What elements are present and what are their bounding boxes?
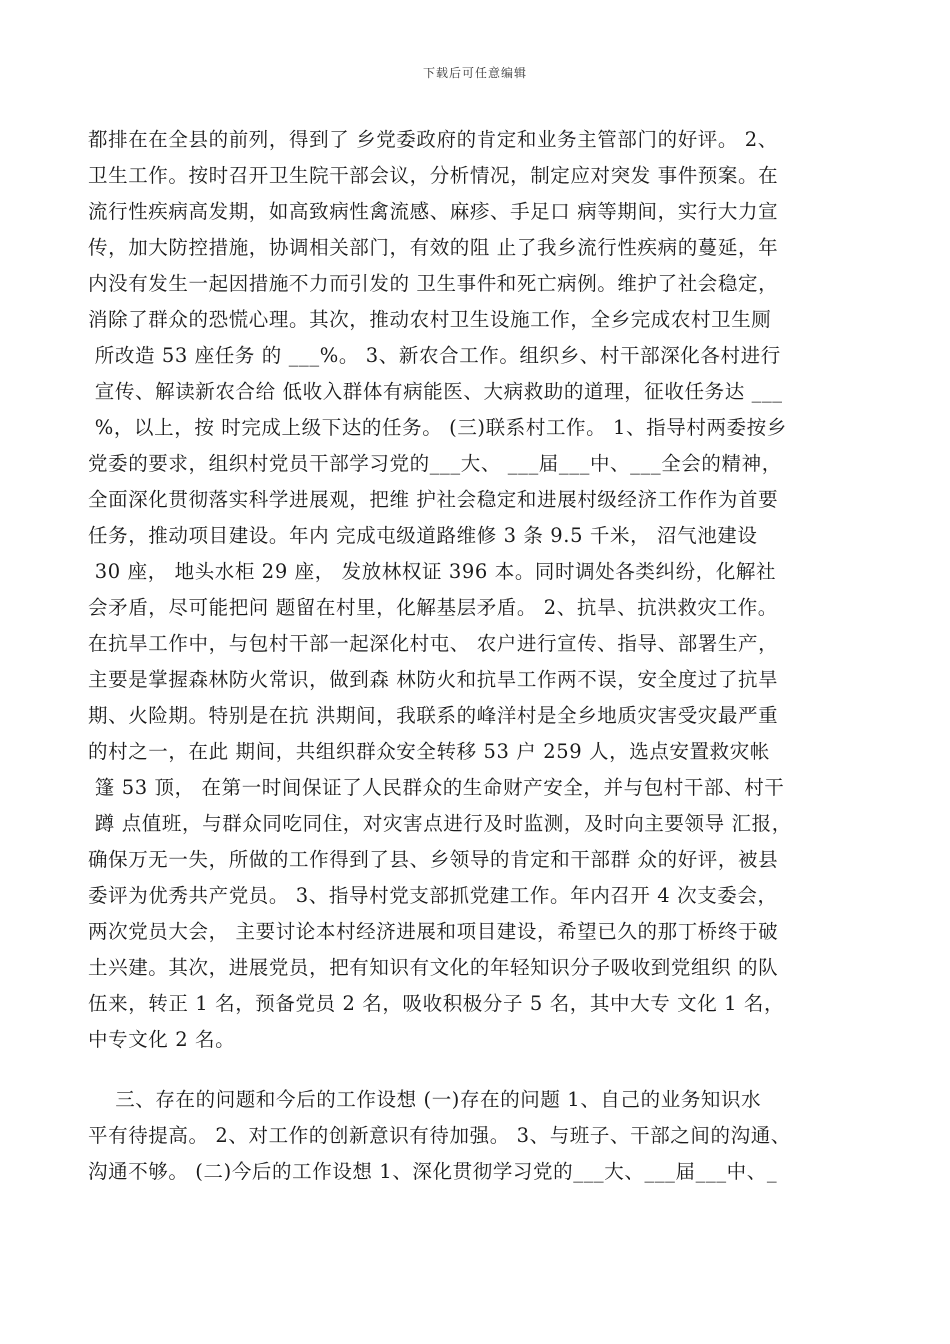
text-line: 确保万无一失，所做的工作得到了县、乡领导的肯定和干部群 众的好评，被县 — [88, 848, 779, 871]
text-line: 党委的要求，组织村党员干部学习党的___大、 ___届___中、___全会的精神， — [88, 452, 782, 475]
text-line: 中专文化 2 名。 — [88, 1028, 236, 1051]
text-line: 30 座， 地头水柜 29 座， 发放林权证 396 本。同时调处各类纠纷，化解社 — [88, 560, 777, 583]
text-line: 卫生工作。按时召开卫生院干部会议，分析情况，制定应对突发 事件预案。在 — [88, 164, 779, 187]
text-line: 土兴建。其次，进展党员，把有知识有文化的年轻知识分子吸收到党组织 的队 — [88, 956, 779, 979]
text-line: 会矛盾，尽可能把问 题留在村里，化解基层矛盾。 2、抗旱、抗洪救灾工作。 — [88, 596, 778, 619]
paragraph-spacer — [88, 1058, 864, 1082]
text-line: 的村之一，在此 期间，共组织群众安全转移 53 户 259 人，选点安置救灾帐 — [88, 740, 770, 763]
text-line: 两次党员大会， 主要讨论本村经济进展和项目建设，希望已久的那丁桥终于破 — [88, 920, 779, 943]
text-line: 期、火险期。特别是在抗 洪期间，我联系的峰洋村是全乡地质灾害受灾最严重 — [88, 704, 779, 727]
text-line: 伍来，转正 1 名，预备党员 2 名，吸收积极分子 5 名，其中大专 文化 1 名， — [88, 992, 785, 1015]
text-line: 篷 53 顶， 在第一时间保证了人民群众的生命财产安全，并与包村干部、村干 — [88, 776, 785, 799]
text-line: 流行性疾病高发期，如高致病性禽流感、麻疹、手足口 病等期间，实行大力宣 — [88, 200, 779, 223]
text-line: 蹲 点值班，与群众同吃同住，对灾害点进行及时监测，及时向主要领导 汇报， — [88, 812, 792, 835]
paragraph-2 — [88, 1082, 864, 1190]
text-line: 平有待提高。 2、对工作的创新意识有待加强。 3、与班子、干部之间的沟通、 — [88, 1124, 791, 1147]
text-line: 主要是掌握森林防火常识，做到森 林防火和抗旱工作两不误，安全度过了抗旱 — [88, 668, 779, 691]
text-line: 内没有发生一起因措施不力而引发的 卫生事件和死亡病例。维护了社会稳定， — [88, 272, 779, 295]
text-line: 在抗旱工作中，与包村干部一起深化村屯、 农户进行宣传、指导、部署生产， — [88, 632, 779, 655]
text-line: 宣传、解读新农合给 低收入群体有病能医、大病救助的道理，征收任务达 ___ — [88, 380, 783, 403]
paragraph-1 — [88, 122, 864, 1058]
body-text — [88, 122, 864, 1190]
text-line: 沟通不够。 (二)今后的工作设想 1、深化贯彻学习党的___大、___届___中、_ — [88, 1160, 778, 1183]
text-line: 都排在在全县的前列，得到了 乡党委政府的肯定和业务主管部门的好评。 2、 — [88, 128, 778, 151]
text-line: %，以上，按 时完成上级下达的任务。 (三)联系村工作。 1、指导村两委按乡 — [88, 416, 787, 439]
page-header: 下载后可任意编辑 — [422, 66, 527, 80]
text-line: 传，加大防控措施，协调相关部门，有效的阻 止了我乡流行性疾病的蔓延，年 — [88, 236, 779, 259]
text-line: 委评为优秀共产党员。 3、指导村党支部抓党建工作。年内召开 4 次支委会， — [88, 884, 778, 907]
text-line: 任务，推动项目建设。年内 完成屯级道路维修 3 条 9.5 千米， 沼气池建设 — [88, 524, 758, 547]
text-line: 三、存在的问题和今后的工作设想 (一)存在的问题 1、自己的业务知识水 — [88, 1088, 762, 1111]
text-line: 全面深化贯彻落实科学进展观，把维 护社会稳定和进展村级经济工作作为首要 — [88, 488, 779, 511]
text-line: 所改造 53 座任务 的 ___%。 3、新农合工作。组织乡、村干部深化各村进行 — [88, 344, 781, 367]
text-line: 消除了群众的恐慌心理。其次，推动农村卫生设施工作，全乡完成农村卫生厕 — [88, 308, 772, 331]
